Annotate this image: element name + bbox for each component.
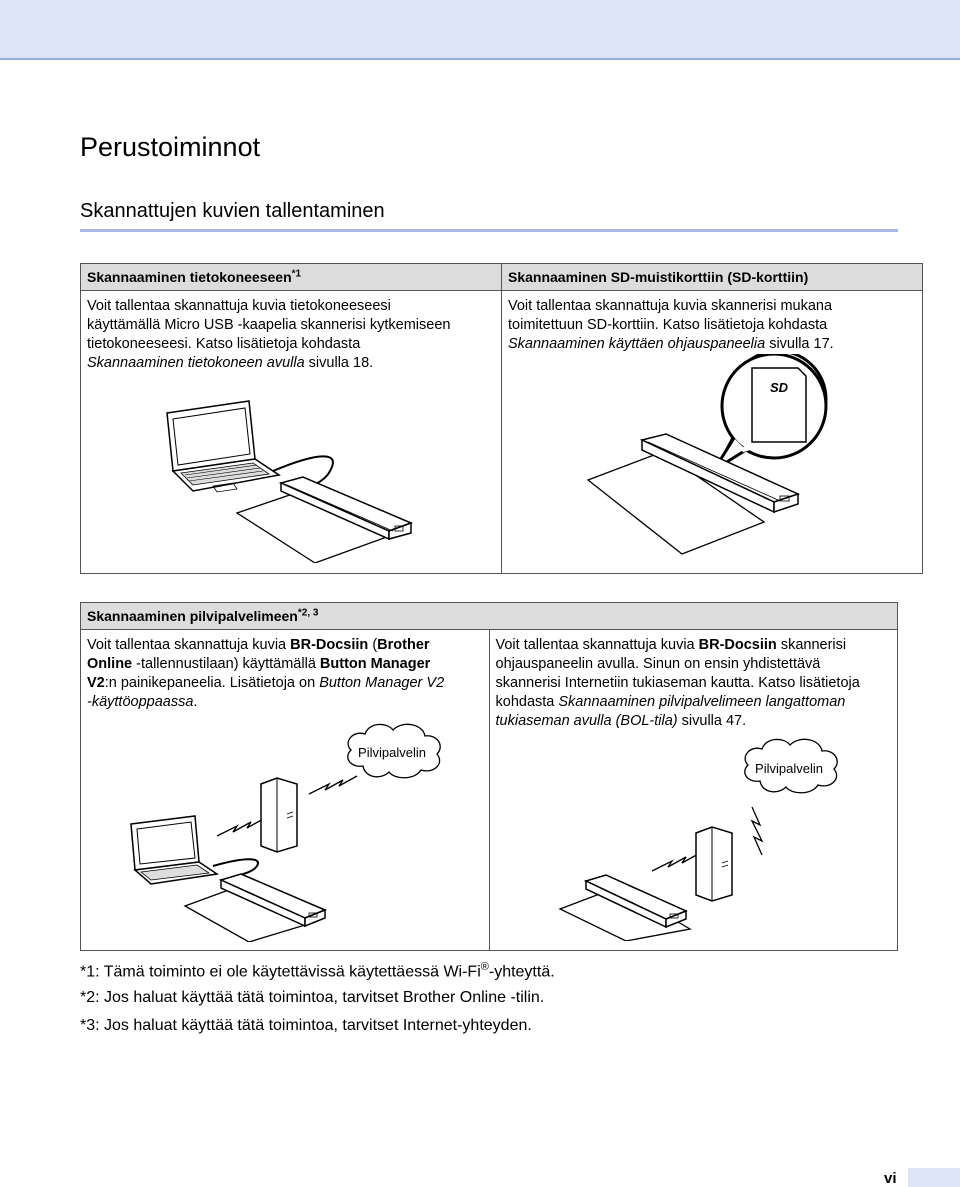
cloud-options-table <box>80 602 898 951</box>
pc-scan-text: Voit tallentaa skannattuja kuvia tietokoneeseesi käyttämällä Micro USB -kaapelia skannerisi kytkemiseen tietokoneeseesi. Katso lisätietoja kohdasta Skannaaminen tietokoneen avulla sivulla 18. <box>87 298 451 371</box>
sd-card-icon <box>714 354 826 470</box>
sd-scan-header: Skannaaminen SD-muistikorttiin (SD-korttiin) <box>502 264 923 291</box>
header-band <box>0 0 960 60</box>
sd-scan-cell <box>502 291 923 574</box>
laptop-icon <box>131 816 217 884</box>
cloud-label-right: Pilvipalvelin <box>754 761 823 776</box>
wireless-signal-icon <box>752 807 762 855</box>
cloud-icon <box>348 724 440 777</box>
router-icon <box>261 778 297 852</box>
cloud-icon <box>744 739 836 792</box>
pc-scan-cell <box>81 291 502 574</box>
section-rule <box>80 229 898 232</box>
cloud-label-left: Pilvipalvelin <box>358 745 426 760</box>
cloud-pc-illustration <box>81 712 487 942</box>
pc-scan-header: Skannaaminen tietokoneeseen$^{*1}$ <box>81 264 502 291</box>
footnote-3: *3: Jos haluat käyttää tätä toimintoa, tarvitset Internet-yhteyden. <box>80 1017 532 1034</box>
cloud-scan-header: Skannaaminen pilvipalvelimeen$^{*2, 3}$ <box>81 603 898 630</box>
cloud-panel-illustration <box>490 731 896 941</box>
footnote-1: *1: Tämä toiminto ei ole käytettävissä käytettäessä Wi-Fi®-yhteyttä. <box>80 961 555 981</box>
wireless-signal-icon <box>652 853 700 871</box>
laptop-icon <box>167 401 279 492</box>
sd-scan-illustration <box>502 354 908 564</box>
cloud-pc-cell <box>81 630 490 951</box>
page-number: vi <box>884 1170 897 1187</box>
sd-scan-text: Voit tallentaa skannattuja kuvia skannerisi mukana toimitettuun SD-korttiin. Katso lisätietoja kohdasta Skannaaminen käyttäen ohjauspaneelia sivulla 17. <box>508 298 834 352</box>
cloud-panel-text: Voit tallentaa skannattuja kuvia BR-Docsiin skannerisi ohjauspaneelin avulla. Sinun on ensin yhdistettävä skannerisi Internetiin tukiaseman kautta. Katso lisätietoja kohdasta Skannaaminen pilvipalvelimeen langattoman tukiaseman avulla (BOL-tila) sivulla 47. <box>495 637 860 729</box>
wireless-signal-icon <box>309 776 357 794</box>
storage-options-table <box>80 263 923 574</box>
section-title: Skannattujen kuvien tallentaminen <box>80 200 385 222</box>
svg-text:SD: SD <box>769 380 789 395</box>
pc-scan-illustration <box>81 373 487 563</box>
cloud-panel-cell <box>489 630 898 951</box>
page-title: Perustoiminnot <box>80 132 261 162</box>
wireless-signal-icon <box>217 818 265 836</box>
footnote-2: *2: Jos haluat käyttää tätä toimintoa, tarvitset Brother Online -tilin. <box>80 989 545 1006</box>
page-number-band <box>908 1168 960 1187</box>
cloud-pc-text: Voit tallentaa skannattuja kuvia BR-Docsiin (Brother Online -tallennustilaan) käyttämällä Button Manager V2:n painikepaneelia. Lisätietoja on Button Manager V2 -käyttöoppaassa. <box>87 637 445 710</box>
router-icon <box>696 827 732 901</box>
